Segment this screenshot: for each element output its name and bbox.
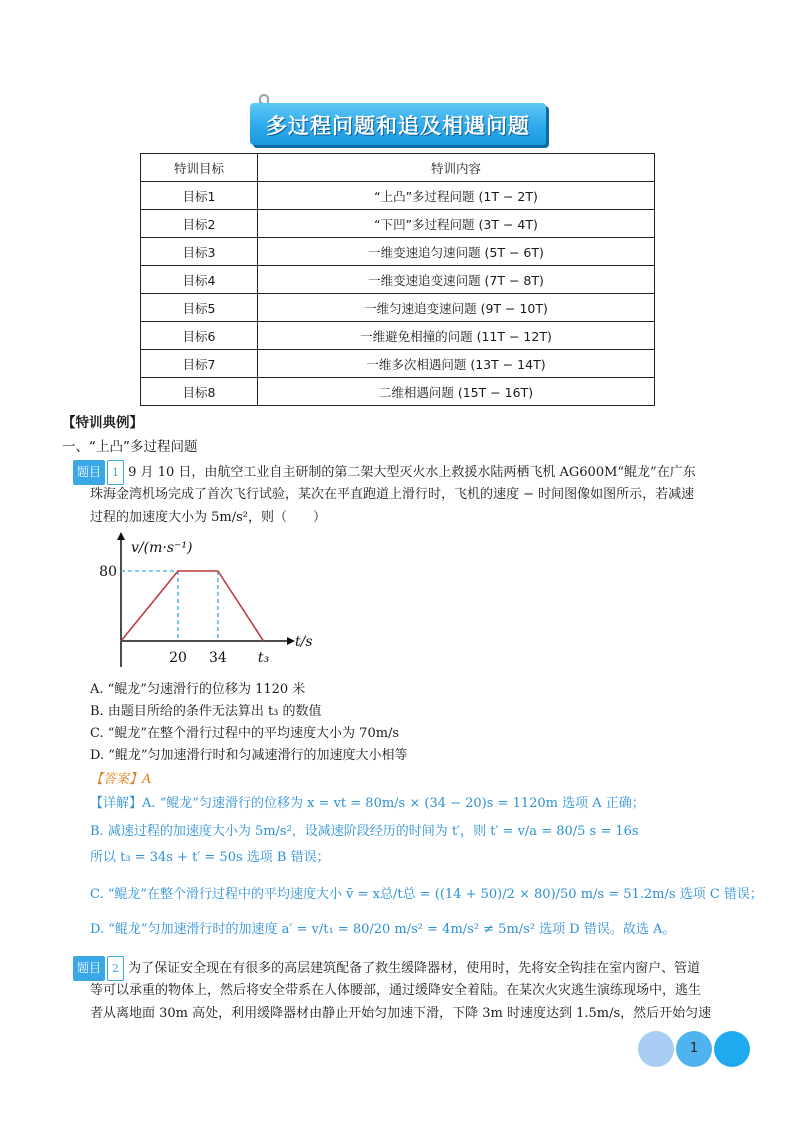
table-row (141, 322, 655, 350)
option-c: C. “鲲龙”在整个滑行过程中的平均速度大小为 70m/s (90, 726, 400, 741)
table-header-row (141, 154, 655, 182)
y-axis-label: v/(m·s⁻¹) (131, 540, 193, 556)
page-dot-decoration (714, 1031, 750, 1067)
x-tick-label: 34 (208, 650, 227, 666)
goals-table (140, 153, 655, 406)
detail-d: D. “鲲龙”匀加速滑行时的加速度 a′ = v/t₁ = 80/20 m/s² = 4m/s² ≠ 5m/s² 选项 D 错误。故选 A。 (90, 922, 676, 937)
x-axis-label: t/s (295, 634, 313, 650)
question-2-line-1 (73, 956, 700, 981)
table-header: 特训目标 (141, 154, 258, 182)
table-row (141, 378, 655, 406)
table-cell: 目标8 (141, 378, 258, 406)
detail-c: C. “鲲龙”在整个滑行过程中的平均速度大小 v̄ = x总/t总 = ((14 + 50)/2 × 80)/50 m/s = 51.2m/s 选项 C 错误； (90, 887, 763, 902)
table-cell: 一维多次相遇问题 (13T − 14T) (258, 350, 655, 378)
detail-b: B. 减速过程的加速度大小为 5m/s²，设减速阶段经历的时间为 t′，则 t′ = v/a = 80/5 s = 16s (90, 824, 639, 839)
x-tick-label: 20 (169, 650, 187, 666)
series-line (121, 571, 264, 641)
section-heading: 【特训典例】 (62, 415, 143, 431)
page-number: 1 (676, 1031, 712, 1067)
answer: 【答案】A (90, 772, 152, 787)
table-row (141, 266, 655, 294)
sub-heading: 一、“上凸”多过程问题 (62, 439, 198, 455)
question-text: 9 月 10 日，由航空工业自主研制的第二架大型灭火水上救援水陆两栖飞机 AG600M“鲲龙”在广东 (128, 465, 696, 480)
table-row (141, 182, 655, 210)
detail-a: 【详解】A. “鲲龙”匀速滑行的位移为 x = vt = 80m/s × (34 − 20)s = 1120m 选项 A 正确； (90, 796, 645, 811)
question-tag: 题目 (73, 956, 105, 981)
table-cell: 目标2 (141, 210, 258, 238)
question-number: 1 (107, 460, 124, 485)
question-1-line-3: 过程的加速度大小为 5m/s²，则（ ） (90, 510, 326, 525)
page-title: 多过程问题和追及相遇问题 (266, 114, 530, 138)
table-cell: 目标4 (141, 266, 258, 294)
table-row (141, 238, 655, 266)
option-b: B. 由题目所给的条件无法算出 t₃ 的数值 (90, 704, 322, 719)
table-cell: “上凸”多过程问题 (1T − 2T) (258, 182, 655, 210)
question-text: 为了保证安全现在有很多的高层建筑配备了救生缓降器材，使用时，先将安全钩挂在室内窗户、管道 (128, 961, 701, 976)
table-cell: 目标7 (141, 350, 258, 378)
table-row (141, 350, 655, 378)
x-axis-arrow (287, 637, 295, 645)
question-number: 2 (107, 956, 124, 981)
table-cell: 一维避免相撞的问题 (11T − 12T) (258, 322, 655, 350)
table-cell: 目标5 (141, 294, 258, 322)
table-row (141, 294, 655, 322)
x-tick-label: t₃ (257, 650, 270, 666)
y-tick-label: 80 (99, 564, 117, 580)
table-cell: 一维变速追匀速问题 (5T − 6T) (258, 238, 655, 266)
table-cell: “下凹”多过程问题 (3T − 4T) (258, 210, 655, 238)
page-dot-decoration (638, 1031, 674, 1067)
table-header: 特训内容 (258, 154, 655, 182)
table-cell: 二维相遇问题 (15T − 16T) (258, 378, 655, 406)
question-2-line-2: 等可以承重的物体上，然后将安全带系在人体腰部，通过缓降安全着陆。在某次火灾逃生演练现场中，逃生 (90, 983, 702, 998)
table-cell: 目标6 (141, 322, 258, 350)
question-1-line-2: 珠海金湾机场完成了首次飞行试验，某次在平直跑道上滑行时，飞机的速度 − 时间图像如图所示，若减速 (90, 487, 695, 502)
y-axis-arrow (117, 532, 125, 540)
detail-b2: 所以 t₃ = 34s + t′ = 50s 选项 B 错误； (90, 850, 330, 865)
title-banner (250, 103, 546, 145)
table-row (141, 210, 655, 238)
question-2-line-3: 者从离地面 30m 高处，利用缓降器材由静止开始匀加速下滑，下降 3m 时速度达到 1.5m/s，然后开始匀速 (90, 1006, 712, 1021)
option-a: A. “鲲龙”匀速滑行的位移为 1120 米 (90, 682, 306, 697)
table-cell: 目标3 (141, 238, 258, 266)
table-cell: 一维变速追变速问题 (7T − 8T) (258, 266, 655, 294)
velocity-time-chart (95, 530, 325, 675)
table-cell: 一维匀速追变速问题 (9T − 10T) (258, 294, 655, 322)
question-tag: 题目 (73, 460, 105, 485)
table-cell: 目标1 (141, 182, 258, 210)
question-1-line-1 (73, 460, 696, 485)
option-d: D. “鲲龙”匀加速滑行时和匀减速滑行的加速度大小相等 (90, 748, 408, 763)
